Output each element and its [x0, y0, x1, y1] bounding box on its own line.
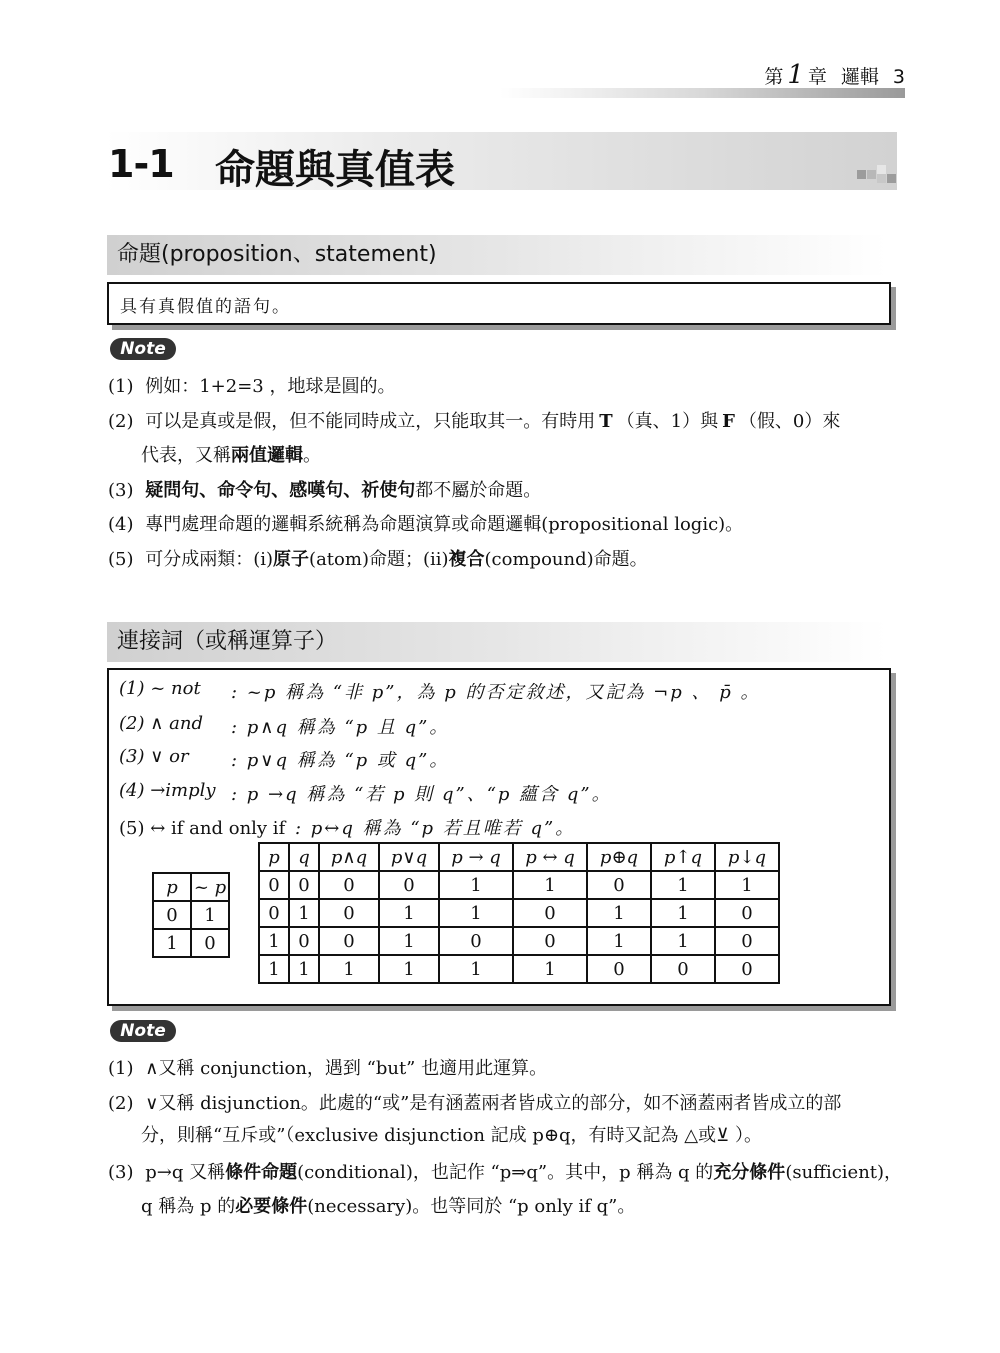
decor-square — [867, 170, 876, 179]
connectives-truth-table — [258, 842, 780, 984]
operator-and: (2) ∧ and : p∧q 稱為 “p 且 q”。 — [119, 713, 450, 738]
table-header: q — [289, 843, 319, 871]
section-heading-connectives: 連接詞（或稱運算子） — [107, 622, 887, 662]
table-header: p — [259, 843, 289, 871]
note-item-5: (5) 可分成兩類：(i)原子(atom)命題；(ii)複合(compound)命題。 — [108, 549, 648, 570]
operator-not: (1) ~ not : ~p 稱為 “非 p”，為 p 的否定敘述，又記為 ¬p 、 p̄ 。 — [119, 678, 761, 703]
note-item-2-cont: 分，則稱“互斥或”（exclusive disjunction 記成 p⊕q，有時又記為 △或⊻ ）。 — [141, 1125, 762, 1146]
table-header: p∨q — [379, 843, 439, 871]
section-heading-proposition: 命題(proposition、statement) — [107, 235, 887, 275]
note-item-2: (2) 可以是真或是假，但不能同時成立，只能取其一。有時用 T （真、1）與 F （假、0）來 — [108, 411, 841, 432]
section-number: 1-1 — [108, 142, 174, 186]
table-row: 0 0 0 0 1 1 0 1 1 — [259, 871, 779, 899]
table-row: 1 0 0 1 0 0 1 1 0 — [259, 927, 779, 955]
note-badge: Note — [110, 1020, 176, 1042]
page-title: 命題與真值表 — [215, 146, 455, 193]
note-item-2-cont: 代表，又稱兩值邏輯。 — [141, 445, 321, 466]
note-item-2: (2) ∨又稱 disjunction。此處的“或”是有涵蓋兩者皆成立的部分，如不涵蓋兩者皆成立的部 — [108, 1093, 842, 1114]
running-header — [764, 60, 905, 90]
operator-iff: (5) ↔ if and only if : p↔q 稱為 “p 若且唯若 q”。 — [119, 818, 576, 839]
table-row: 0 1 0 1 1 0 1 1 0 — [259, 899, 779, 927]
chapter-number: 1 — [787, 60, 804, 90]
decor-square — [877, 165, 886, 174]
table-header: p⊕q — [587, 843, 651, 871]
note-item-3: (3) 疑問句、命令句、感嘆句、祈使句都不屬於命題。 — [108, 480, 542, 501]
definition-text: 具有真假值的語句。 — [120, 297, 291, 317]
table-header: ~ p — [191, 873, 229, 901]
note-item-3: (3) p→q 又稱條件命題(conditional)，也記作 “p⇒q”。其中，p 稱為 q 的充分條件(sufficient)， — [108, 1162, 903, 1183]
decor-square — [877, 174, 886, 183]
operator-or: (3) ∨ or : p∨q 稱為 “p 或 q”。 — [119, 746, 450, 771]
note-item-1: (1) 例如：1+2=3 ，地球是圓的。 — [108, 376, 396, 397]
decor-square — [887, 174, 896, 183]
note-item-1: (1) ∧又稱 conjunction，遇到 “but” 也適用此運算。 — [108, 1058, 548, 1079]
table-row: 1 1 1 1 1 1 0 0 0 — [259, 955, 779, 983]
table-row: 0 1 — [153, 901, 229, 929]
note-item-3-cont: q 稱為 p 的必要條件(necessary)。也等同於 “p only if q”。 — [141, 1196, 636, 1217]
table-header: p ↔ q — [513, 843, 587, 871]
page-number: 3 — [892, 66, 905, 88]
table-header: p∧q — [319, 843, 379, 871]
table-header: p → q — [439, 843, 513, 871]
note-item-4: (4) 專門處理命題的邏輯系統稱為命題演算或命題邏輯(propositional logic)。 — [108, 514, 744, 535]
negation-truth-table — [152, 872, 230, 958]
table-header: p — [153, 873, 191, 901]
chapter-prefix: 第 — [764, 66, 784, 88]
decor-square — [857, 170, 866, 179]
chapter-suffix: 章 — [807, 66, 827, 88]
table-row: 1 0 — [153, 929, 229, 957]
operator-imply: (4) →imply : p →q 稱為 “若 p 則 q”、“p 蘊含 q”。 — [119, 780, 612, 805]
chapter-title: 邏輯 — [840, 66, 879, 88]
note-badge: Note — [110, 338, 176, 360]
table-header: p↑q — [651, 843, 715, 871]
table-header: p↓q — [715, 843, 779, 871]
